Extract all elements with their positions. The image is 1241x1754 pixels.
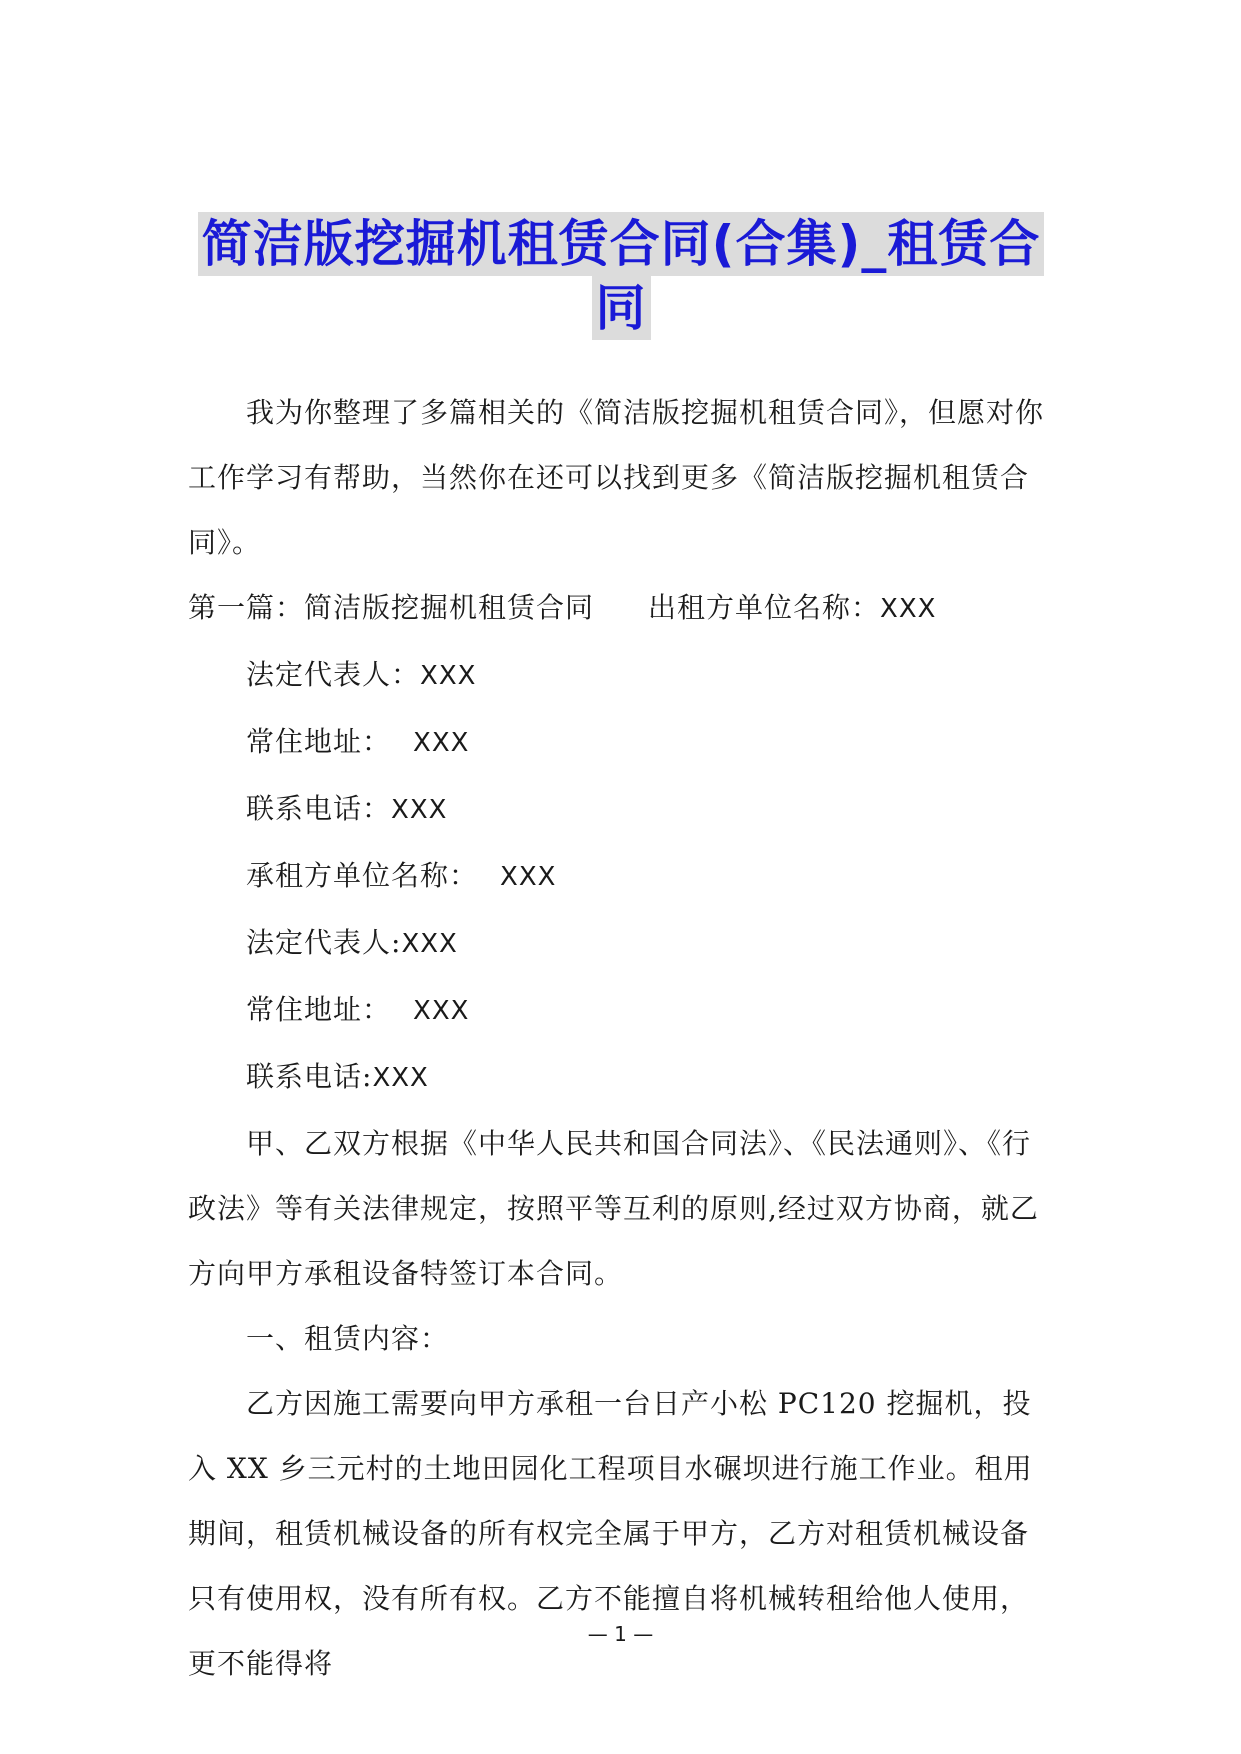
lessor-name-label: 出租方单位名称： [648,591,881,624]
section-heading-row [188,575,1054,642]
lessor-phone-row [188,776,1054,843]
lessor-addr-label: 常住地址： [246,725,392,758]
lessee-addr-label: 常住地址： [246,993,392,1026]
section1-heading: 第一篇：简洁版挖掘机租赁合同 [188,591,595,624]
intro-paragraph: 我为你整理了多篇相关的《简洁版挖掘机租赁合同》，但愿对你工作学习有帮助，当然你在还可以找到更多《简洁版挖掘机租赁合同》。 [188,396,1045,559]
lessee-phone-value: XXX [372,1063,429,1093]
lessor-rep-value: XXX [420,661,477,691]
lessee-rep-row [188,910,1054,977]
lessee-name-label: 承租方单位名称： [246,859,479,892]
lessee-rep-value: XXX [401,929,458,959]
lessee-name-value: XXX [500,862,557,892]
lessee-phone-label: 联系电话: [246,1060,373,1093]
document-title [188,212,1054,340]
page-number: — 1 — [587,1622,654,1646]
title-line-2: 同 [592,276,651,340]
basis-paragraph: 甲、乙双方根据《中华人民共和国合同法》、《民法通则》、《行政法》等有关法律规定，按照平等互利的原则,经过双方协商，就乙方向甲方承租设备特签订本合同。 [188,1127,1039,1290]
lessee-addr-value: XXX [413,996,470,1026]
lessee-addr-row [188,977,1054,1044]
lessor-name-value: XXX [880,594,937,624]
clause1-text: 乙方因施工需要向甲方承租一台日产小松 PC120 挖掘机，投入 XX 乡三元村的土地田园化工程项目水碾坝进行施工作业。租用期间，租赁机械设备的所有权完全属于甲方，乙方对租赁机械设备只有使用权，没有所有权。乙方不能擅自将机械转租给他人使用，更不能得将 [188,1387,1033,1680]
lessor-phone-value: XXX [391,795,448,825]
lessee-phone-row [188,1044,1054,1111]
title-line-1: 简洁版挖掘机租赁合同(合集)_租赁合 [198,212,1045,276]
lessor-rep-row [188,642,1054,709]
document-body [188,380,1054,1696]
lessee-rep-label: 法定代表人: [246,926,402,959]
clause1-heading: 一、租赁内容： [246,1322,450,1355]
lessor-rep-label: 法定代表人： [246,658,421,691]
lessor-phone-label: 联系电话： [246,792,392,825]
lessor-addr-row [188,709,1054,776]
lessor-addr-value: XXX [413,728,470,758]
lessee-name-row [188,843,1054,910]
